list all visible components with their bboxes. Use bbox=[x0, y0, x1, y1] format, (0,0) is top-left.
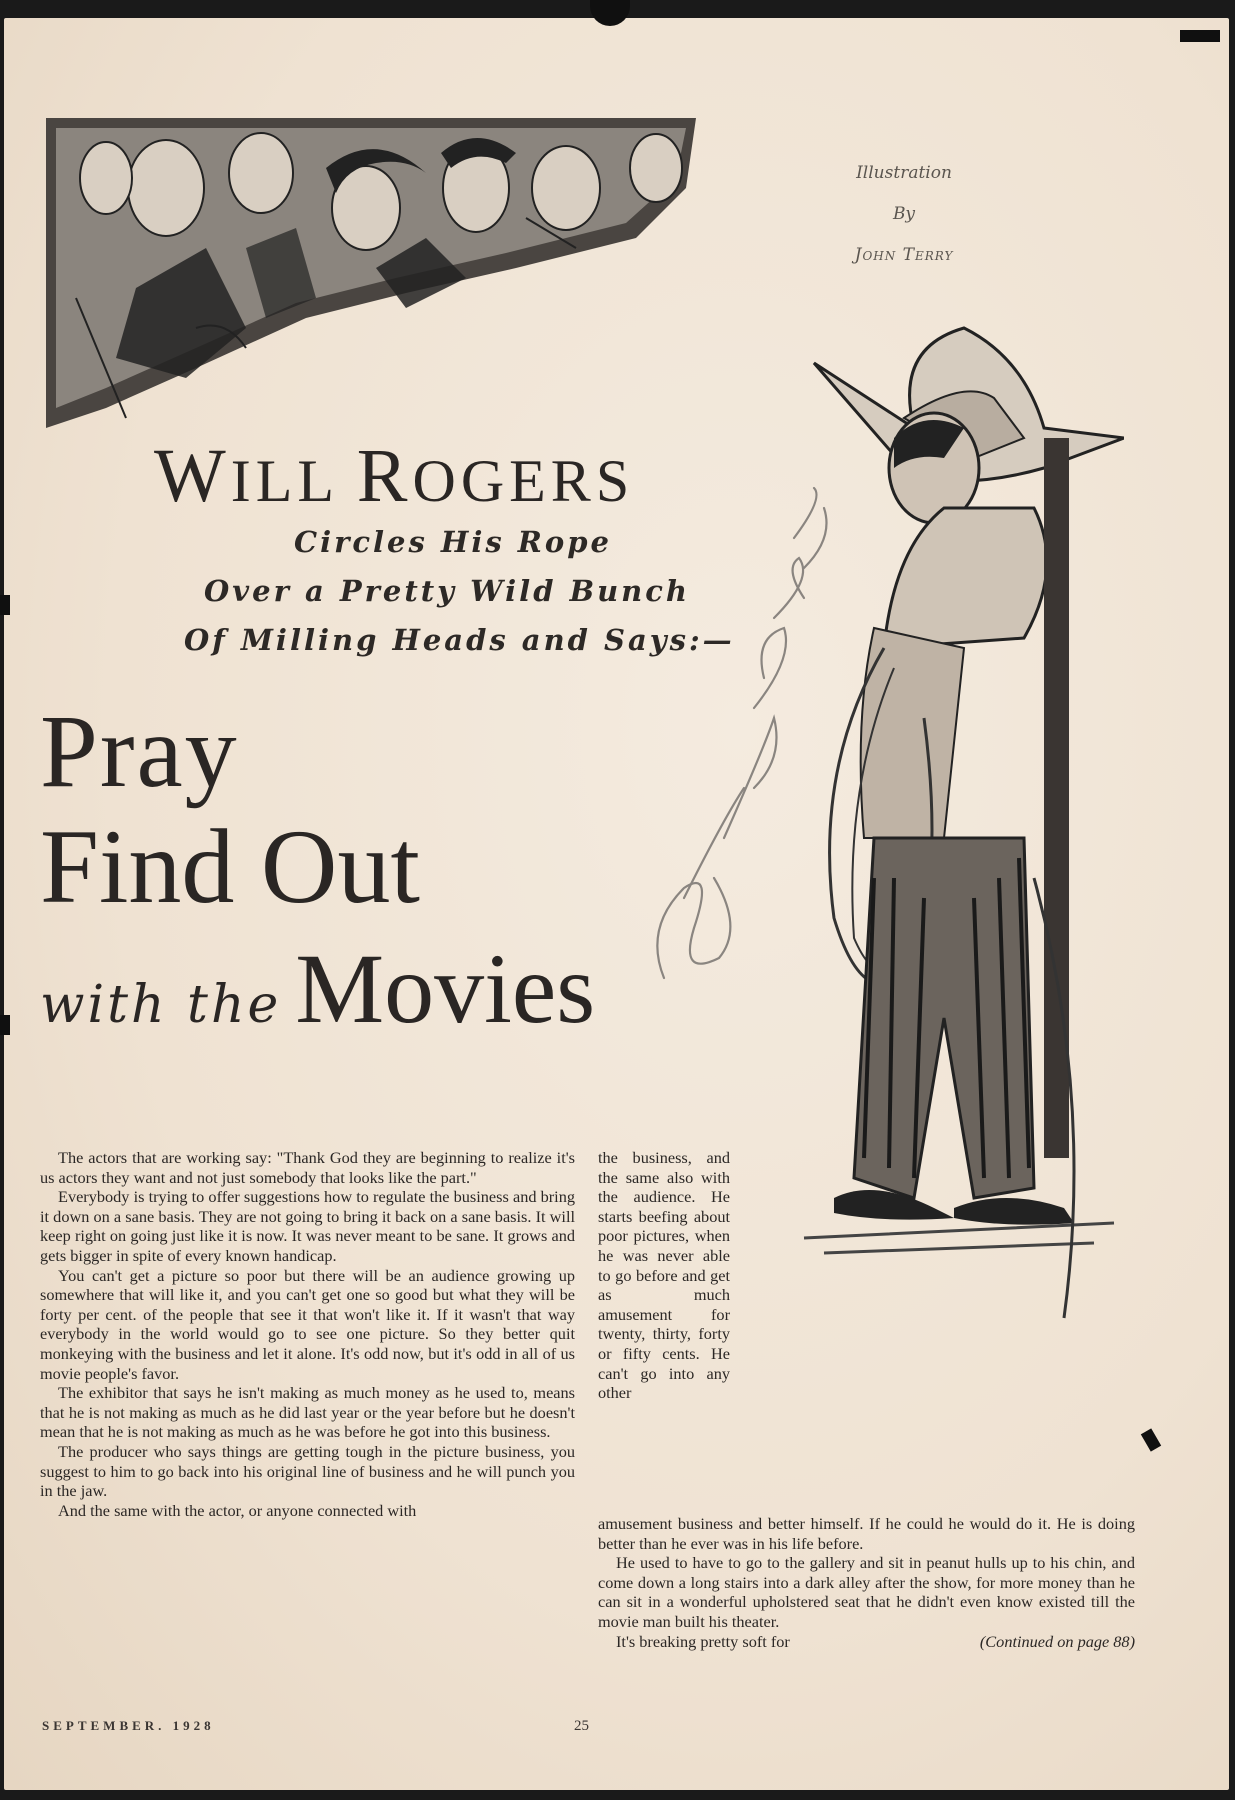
col1-paragraph-2: Everybody is trying to offer suggestions how to regulate the business and bring it down on a sane basis. They are not going to bring it back on a sane basis. It will keep right on going just like it is now. It was never meant to be sane. It grows and gets bigger in spite of every known handicap. bbox=[40, 1187, 575, 1265]
col1-paragraph-5: The producer who says things are getting tough in the picture business, you suggest to him to go back into his original line of business and he will punch you in the jaw. bbox=[40, 1441, 575, 1501]
article-column-2-narrow bbox=[598, 1148, 730, 1403]
edge-mark bbox=[0, 1015, 10, 1035]
title-line-3 bbox=[40, 934, 595, 1060]
kicker-initial-w: W bbox=[154, 434, 231, 518]
col1-paragraph-3: You can't get a picture so poor but there will be an audience growing up somewhere that will like it, and you can't get one so good but what they will be forty per cent. of the people that see it that won't like it. If it wasn't that way everybody in the world would go to see one picture. So they better quit monkeying with the business and let it alone. It's odd now, but it's odd in all of us movie people's favor. bbox=[40, 1265, 575, 1383]
col2-last-line: It's breaking pretty soft for bbox=[616, 1631, 790, 1651]
credit-line-1: Illustration bbox=[856, 163, 952, 183]
title-italic: with the bbox=[40, 975, 282, 1035]
crowd-illustration bbox=[46, 118, 696, 428]
magazine-page bbox=[4, 18, 1229, 1790]
credit-name: John Terry bbox=[854, 245, 954, 265]
illustration-credit bbox=[834, 153, 974, 276]
author-name-heading bbox=[154, 433, 634, 520]
kicker-ogers: OGERS bbox=[412, 448, 635, 514]
kicker-ill: ILL bbox=[230, 448, 357, 514]
col1-paragraph-4: The exhibitor that says he isn't making as much money as he used to, means that he is not making as much as he did last year or the year before but he doesn't mean that he is not making as much as he was before he got into this business. bbox=[40, 1383, 575, 1442]
subhead-line-2: Over a Pretty Wild Bunch bbox=[204, 574, 690, 608]
tear-mark bbox=[1180, 30, 1220, 42]
subhead-line-1: Circles His Rope bbox=[294, 525, 612, 559]
continued-note: (Continued on page 88) bbox=[979, 1631, 1135, 1651]
title-movies: Movies bbox=[295, 933, 596, 1044]
credit-line-2: By bbox=[892, 204, 916, 224]
article-column-1 bbox=[40, 1148, 575, 1520]
col2-paragraph-3 bbox=[598, 1632, 1135, 1652]
col2-paragraph-2: He used to have to go to the gallery and sit in peanut hulls up to his chin, and come down a long stairs into a dark alley after the show, for more money than he can sit in a wonderful upholstered seat that he didn't even know existed till the movie man built his theater. bbox=[598, 1553, 1135, 1631]
article-title bbox=[40, 694, 596, 1060]
cowboy-illustration bbox=[794, 318, 1124, 1378]
subhead-line-3: Of Milling Heads and Says:— bbox=[184, 623, 735, 657]
col1-paragraph-6: And the same with the actor, or anyone connected with bbox=[58, 1500, 417, 1520]
col2-paragraph-1: amusement business and better himself. If he could he would do it. He is doing better than he ever was in his life before. bbox=[598, 1514, 1135, 1553]
edge-mark bbox=[0, 595, 10, 615]
kicker-initial-r: R bbox=[356, 434, 413, 518]
title-line-1: Pray bbox=[40, 694, 239, 809]
col2-narrow-paragraph: the business, and the same also with the audience. He starts beefing about poor pictures, when he was never able to go before and get as much amusement for twenty, thirty, forty or fifty cents. He can't go into any other bbox=[598, 1148, 730, 1403]
issue-date: SEPTEMBER. 1928 bbox=[42, 1718, 215, 1733]
article-column-2-wide bbox=[598, 1514, 1135, 1651]
page-number: 25 bbox=[574, 1718, 589, 1734]
title-line-2: Find Out bbox=[40, 808, 420, 925]
col1-paragraph-1: The actors that are working say: "Thank God they are beginning to realize it's us actors they want and not just somebody that looks like the part." bbox=[40, 1148, 575, 1187]
